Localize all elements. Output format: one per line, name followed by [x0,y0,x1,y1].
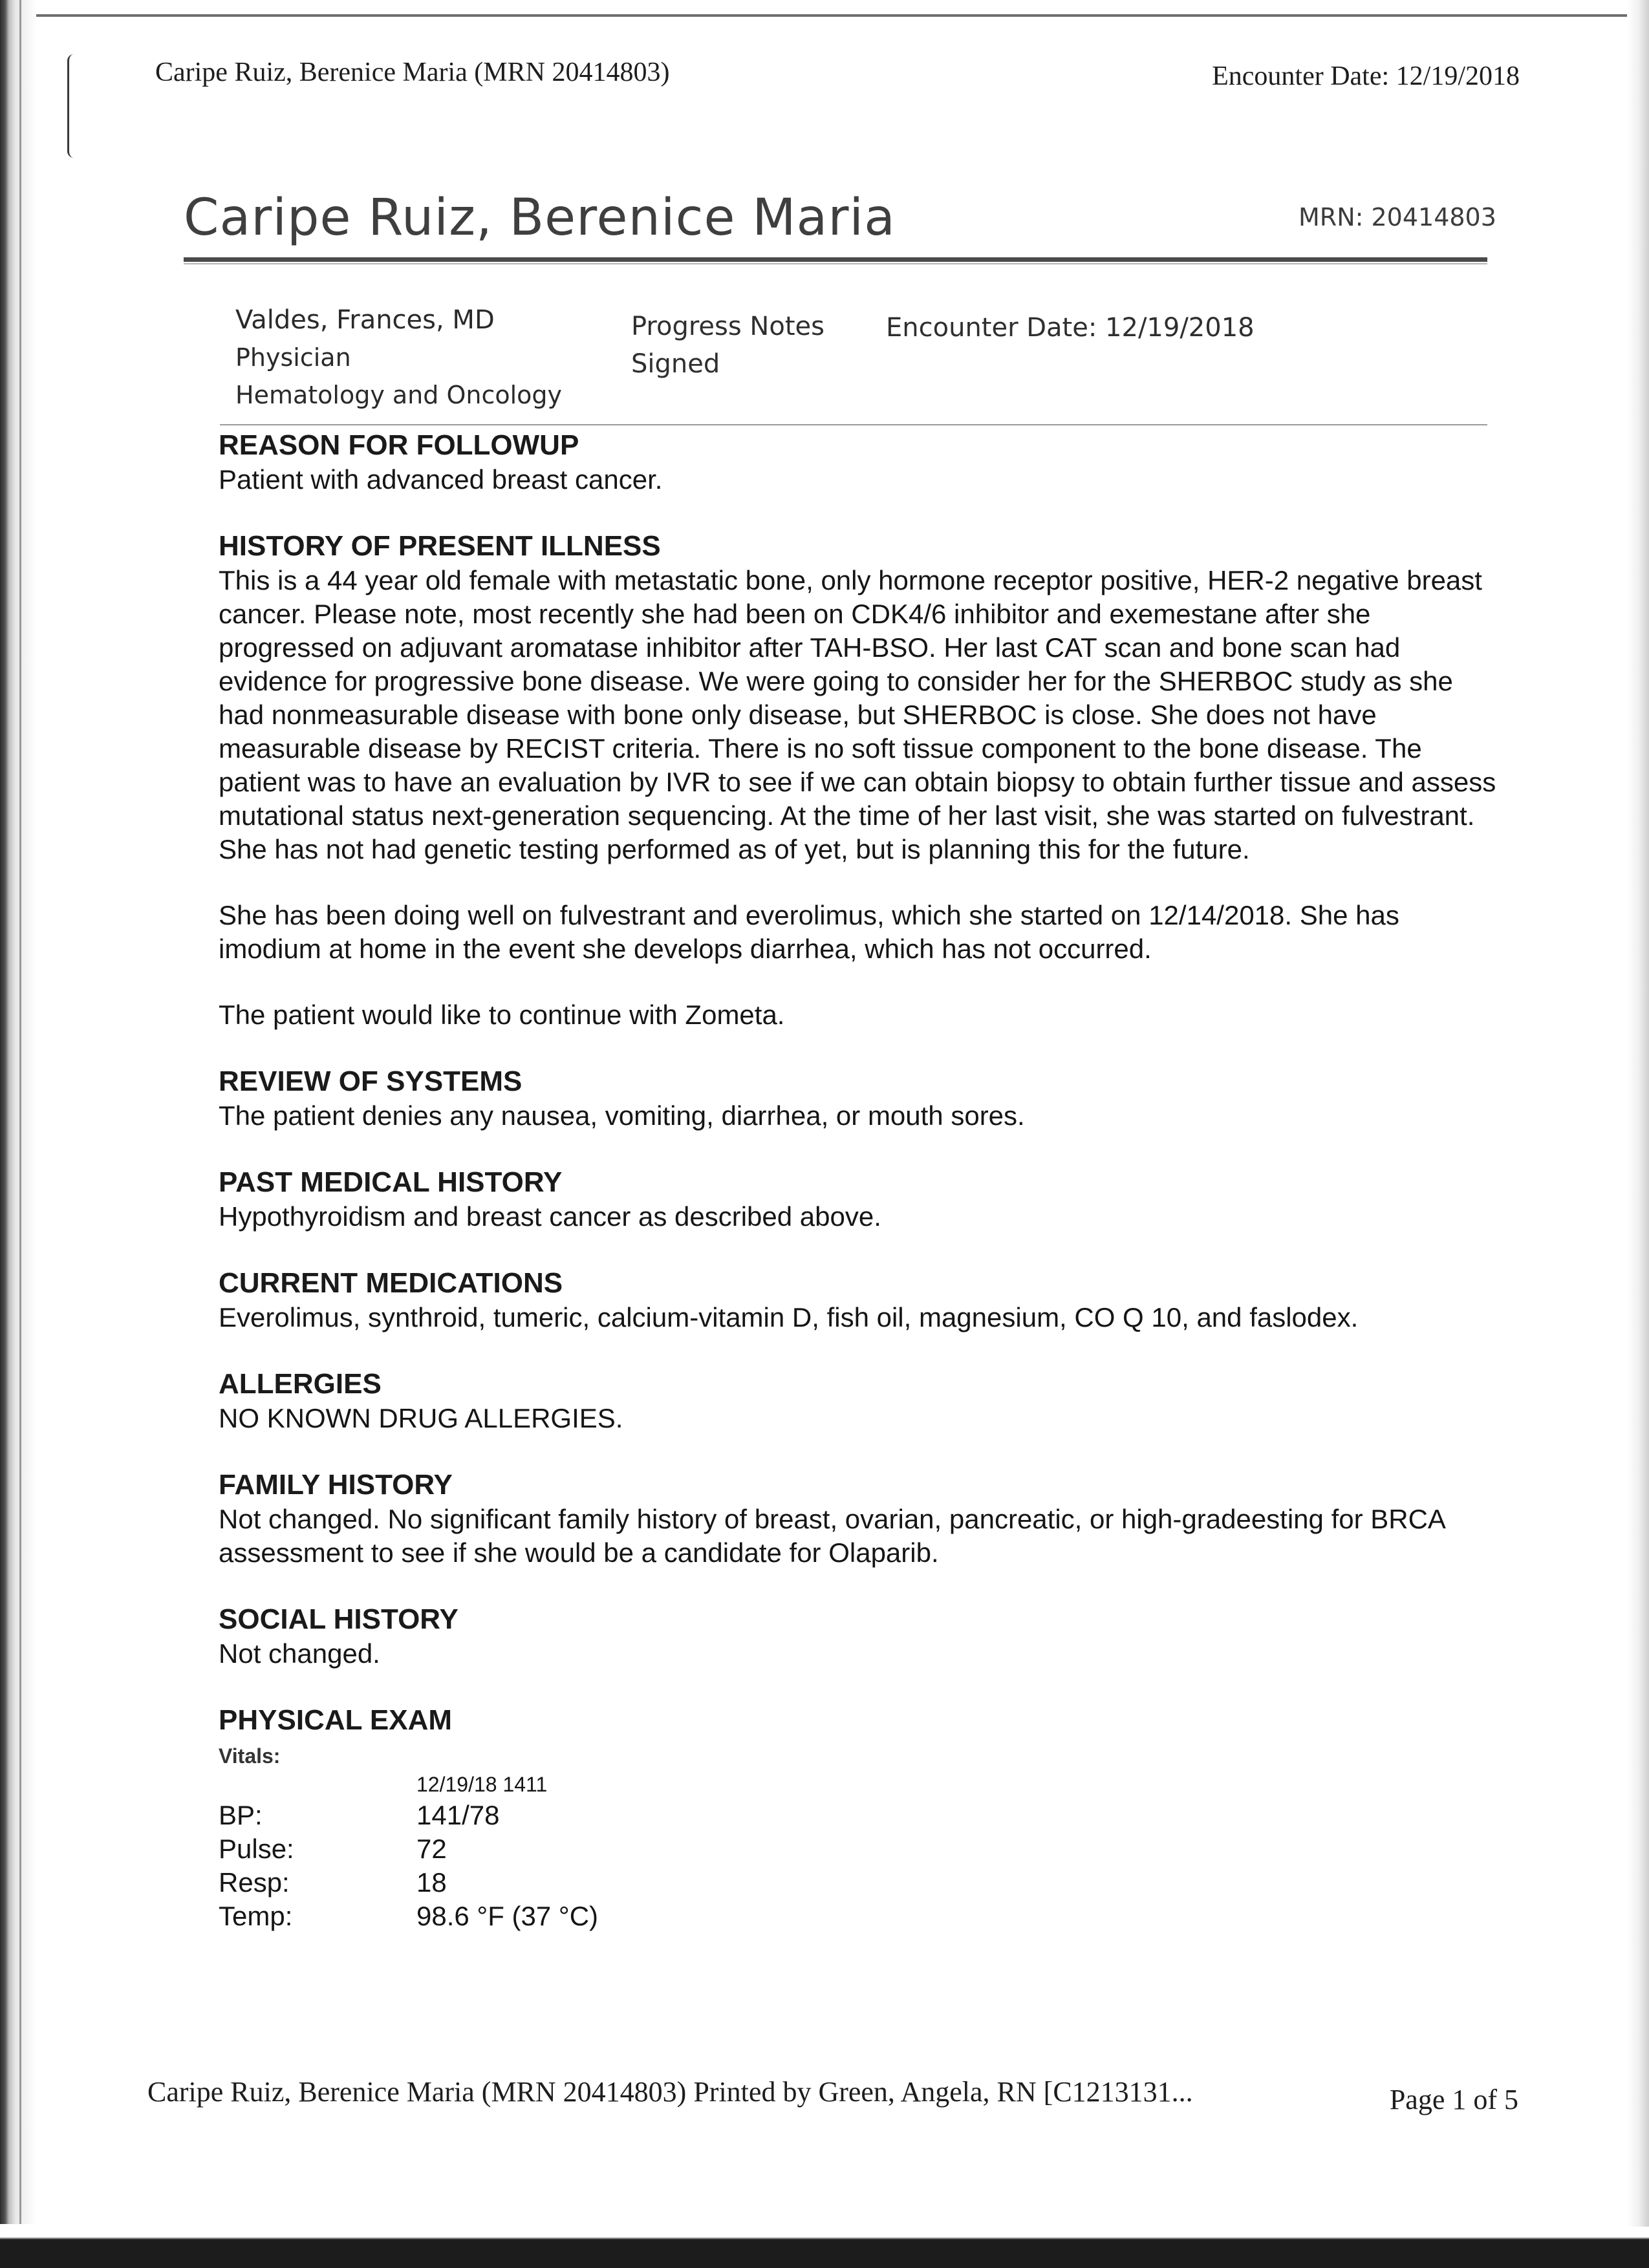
footer-printed-by: Caripe Ruiz, Berenice Maria (MRN 20414803) Printed by Green, Angela, RN [C1213131... [147,2076,1193,2108]
scan-top-edge [13,14,1649,17]
handwritten-mark [67,54,80,158]
note-status: Signed [631,349,720,379]
author-name: Valdes, Frances, MD [235,305,495,335]
vitals-row [219,1866,598,1899]
hpi-paragraph: The patient would like to continue with Zometa. [219,1000,785,1030]
note-type: Progress Notes [631,312,824,341]
vital-value: 98.6 °F (37 °C) [416,1901,599,1931]
title-divider [184,257,1487,262]
vital-label: BP: [219,1800,263,1830]
header-patient-mrn: Caripe Ruiz, Berenice Maria (MRN 20414803) [155,58,670,87]
section-past-medical-history [219,1165,1499,1234]
vitals-row [219,1899,598,1933]
section-text: Everolimus, synthroid, tumeric, calcium-vitamin D, fish oil, magnesium, CO Q 10, and faslodex. [219,1302,1359,1332]
vital-value: 141/78 [416,1800,500,1830]
section-text: Hypothyroidism and breast cancer as described above. [219,1201,881,1232]
footer-page-number: Page 1 of 5 [1389,2084,1518,2115]
vitals-row [219,1832,598,1866]
section-text: Patient with advanced breast cancer. [219,464,663,495]
patient-name-title: Caripe Ruiz, Berenice Maria [184,189,896,247]
hpi-paragraph: She has been doing well on fulvestrant and everolimus, which she started on 12/14/2018. She has imodium at home in the event she develops diarrhea, which has not occurred. [219,900,1399,964]
section-allergies [219,1367,1499,1435]
section-family-history [219,1468,1499,1570]
section-physical-exam [219,1703,1499,1933]
scan-left-edge [0,0,36,2224]
author-role: Physician [235,343,351,372]
header-encounter-date: Encounter Date: 12/19/2018 [1212,61,1520,91]
section-review-of-systems [219,1064,1499,1133]
vital-label: Resp: [219,1867,290,1898]
scan-bottom-edge [0,2227,1649,2268]
section-heading: SOCIAL HISTORY [219,1603,458,1635]
section-social-history [219,1602,1499,1671]
patient-mrn: MRN: 20414803 [1299,203,1496,231]
meta-divider [220,424,1487,425]
author-department: Hematology and Oncology [235,381,563,409]
section-heading: PHYSICAL EXAM [219,1704,453,1736]
section-heading: PAST MEDICAL HISTORY [219,1166,563,1198]
section-history-present-illness [219,529,1499,1032]
section-heading: REASON FOR FOLLOWUP [219,429,579,461]
section-heading: FAMILY HISTORY [219,1469,453,1501]
vital-label: Pulse: [219,1834,294,1864]
section-heading: REVIEW OF SYSTEMS [219,1065,523,1097]
section-heading: HISTORY OF PRESENT ILLNESS [219,530,661,562]
scan-right-edge [1627,0,1649,2231]
note-author-block [235,301,562,414]
print-header [155,57,1520,96]
section-reason-for-followup [219,428,1499,497]
vitals-table [219,1770,598,1933]
note-body [219,428,1499,1965]
section-text: Not changed. No significant family history of breast, ovarian, pancreatic, or high-gradeesting for BRCA assessment to see if she would be a candidate for Olaparib. [219,1504,1445,1568]
vital-value: 72 [416,1834,447,1864]
section-heading: CURRENT MEDICATIONS [219,1267,563,1299]
section-current-medications [219,1266,1499,1334]
section-text: NO KNOWN DRUG ALLERGIES. [219,1403,623,1433]
section-text: The patient denies any nausea, vomiting, diarrhea, or mouth sores. [219,1100,1025,1131]
vitals-label: Vitals: [219,1744,281,1768]
section-heading: ALLERGIES [219,1368,382,1400]
vital-label: Temp: [219,1901,293,1931]
note-type-block [631,308,824,383]
section-text: Not changed. [219,1638,380,1669]
vitals-header-row [219,1770,598,1799]
vitals-timestamp: 12/19/18 1411 [416,1773,548,1796]
vital-value: 18 [416,1867,447,1898]
hpi-paragraph: This is a 44 year old female with metastatic bone, only hormone receptor positive, HER-2 negative breast cancer. Please note, most recently she had been on CDK4/6 inhibitor and exemestane after she progressed on adjuvant aromatase inhibitor after TAH-BSO. Her last CAT scan and bone scan had evidence for progressive bone disease. We were going to consider her for the SHERBOC study as she had nonmeasurable disease with bone only disease, but SHERBOC is close. She does not have measurable disease by RECIST criteria. There is no soft tissue component to the bone disease. The patient was to have an evaluation by IVR to see if we can obtain biopsy to obtain further tissue and assess mutational status next-generation sequencing. At the time of her last visit, she was started on fulvestrant. She has not had genetic testing performed as of yet, but is planning this for the future. [219,565,1496,864]
vitals-row [219,1799,598,1832]
note-encounter-date: Encounter Date: 12/19/2018 [886,313,1255,343]
